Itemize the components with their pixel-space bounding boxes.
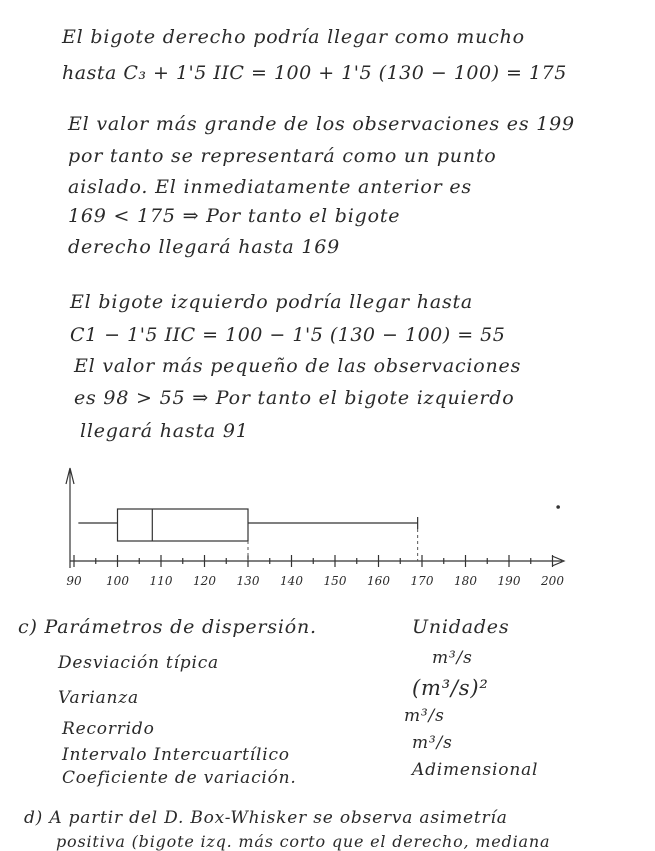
x-tick-label: 190: [497, 574, 521, 588]
text-line: aislado. El inmediatamente anterior es: [68, 176, 472, 198]
text-line: por tanto se representará como un punto: [68, 145, 497, 167]
x-tick-label: 170: [410, 574, 434, 588]
parameter-label: Desviación típica: [58, 653, 219, 673]
text-line: hasta C₃ + 1'5 IIC = 100 + 1'5 (130 − 100) = 175: [62, 62, 567, 84]
x-tick-label: 150: [323, 574, 347, 588]
unit-label: m³/s: [432, 648, 473, 668]
parameter-label: Intervalo Intercuartílico: [62, 745, 290, 765]
parameter-label: Coeficiente de variación.: [62, 768, 297, 788]
x-tick-label: 100: [106, 574, 129, 588]
x-tick-label: 160: [367, 574, 390, 588]
text-line: d) A partir del D. Box-Whisker se observa asimetría: [24, 808, 508, 828]
x-tick-label: 140: [280, 574, 303, 588]
text-line: es 98 > 55 ⇒ Por tanto el bigote izquierdo: [74, 387, 515, 409]
text-line: El valor más pequeño de las observaciones: [74, 355, 522, 377]
text-line: El bigote derecho podría llegar como mucho: [62, 26, 525, 48]
text-line: llegará hasta 91: [80, 420, 249, 442]
outlier-point: [556, 505, 560, 509]
box-iqr: [118, 509, 249, 541]
x-tick-label: 180: [454, 574, 477, 588]
x-tick-label: 200: [541, 574, 564, 588]
text-line: derecho llegará hasta 169: [68, 236, 341, 258]
text-line: El bigote izquierdo podría llegar hasta: [70, 291, 474, 313]
x-tick-label: 90: [66, 574, 82, 588]
unit-label: m³/s: [412, 733, 453, 753]
x-tick-label: 110: [149, 574, 173, 588]
text-line: positiva (bigote izq. más corto que el derecho, mediana: [56, 832, 551, 851]
text-line: 169 < 175 ⇒ Por tanto el bigote: [68, 205, 401, 227]
parameter-label: Recorrido: [62, 719, 155, 739]
text-line: El valor más grande de los observaciones es 199: [68, 113, 575, 135]
unit-label: m³/s: [404, 706, 445, 726]
section-heading: c) Parámetros de dispersión.: [18, 616, 317, 638]
parameter-label: Varianza: [58, 688, 139, 708]
x-tick-label: 130: [236, 574, 260, 588]
x-tick-label: 120: [193, 574, 216, 588]
text-line: C1 − 1'5 IIC = 100 − 1'5 (130 − 100) = 55: [70, 324, 506, 346]
units-heading: Unidades: [412, 616, 510, 638]
unit-label: Adimensional: [412, 760, 539, 780]
unit-label: (m³/s)²: [412, 676, 489, 700]
